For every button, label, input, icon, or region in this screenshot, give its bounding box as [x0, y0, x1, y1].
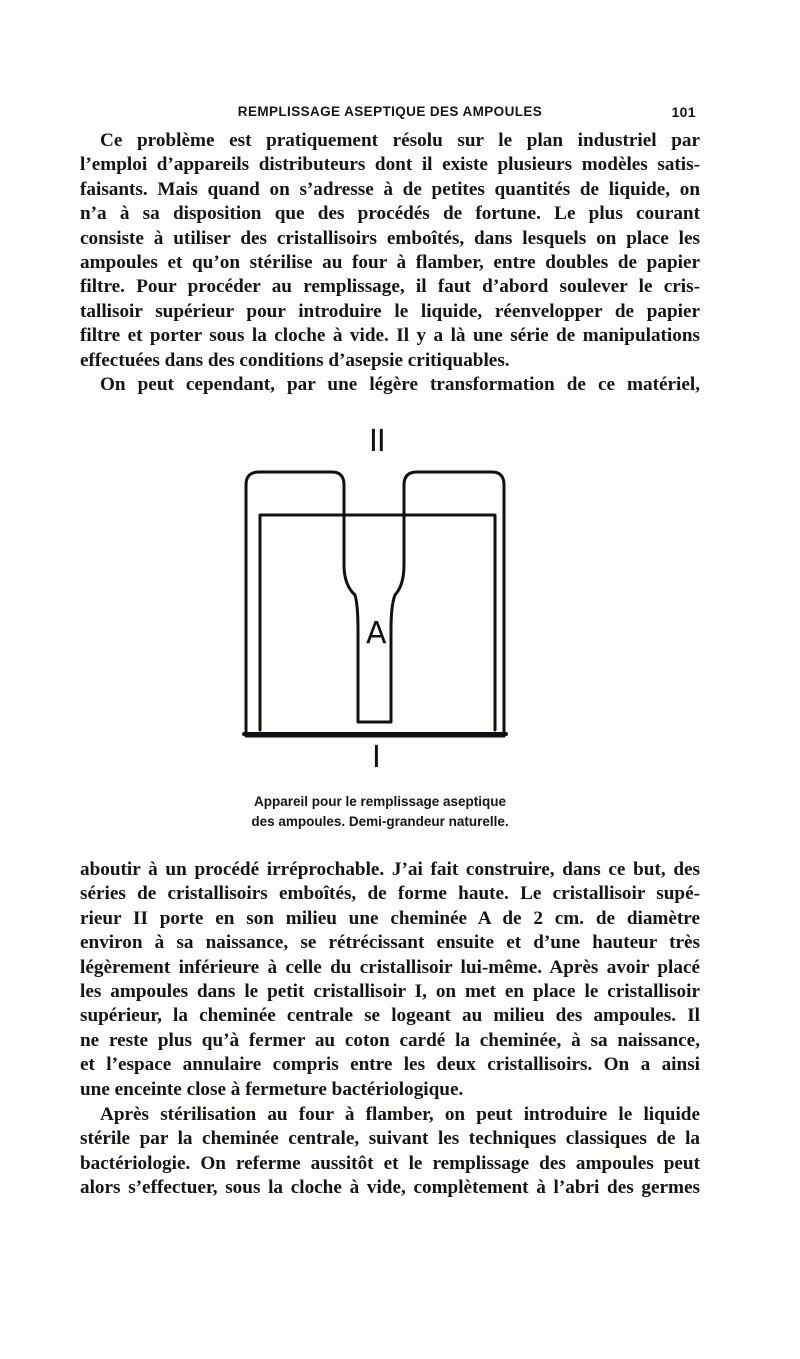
page-number: 101	[671, 104, 696, 120]
text-line: rieur II porte en son milieu une cheminée A de 2 cm. de diamètre	[80, 907, 700, 929]
text-line: On peut cependant, par une légère transformation de ce matériel,	[100, 374, 700, 396]
text-line: effectuées dans des conditions d’asepsie critiquables.	[80, 349, 510, 371]
text-line: et l’espace annulaire compris entre les deux cristallisoirs. On a ainsi	[80, 1054, 700, 1076]
apparatus-figure	[240, 425, 520, 780]
text-line: filtre et porter sous la cloche à vide. Il y a là une série de manipulations	[80, 325, 700, 347]
text-line: une enceinte close à fermeture bactériologique.	[80, 1078, 464, 1100]
text-line: l’emploi d’appareils distributeurs dont il existe plusieurs modèles satis-	[80, 154, 700, 176]
paragraph-procedure	[80, 858, 700, 1102]
text-line: environ à sa naissance, se rétrécissant ensuite et d’une hauteur très	[80, 932, 700, 954]
text-line: Après stérilisation au four à flamber, on peut introduire le liquide	[100, 1104, 700, 1125]
text-line: aboutir à un procédé irréprochable. J’ai fait construire, dans ce but, des	[80, 859, 700, 880]
caption-line: des ampoules. Demi-grandeur naturelle.	[251, 814, 509, 829]
text-line: faisants. Mais quand on s’adresse à de petites quantités de liquide, on	[80, 178, 700, 200]
figure-caption	[200, 792, 560, 832]
text-line: stérile par la cheminée centrale, suivant les techniques classiques de la	[80, 1128, 700, 1150]
label-lower-cristallisoir: I	[372, 740, 381, 775]
text-line: n’a à sa disposition que des procédés de fortune. Le plus courant	[80, 203, 700, 225]
text-line: supérieur, la cheminée centrale se logeant au milieu des ampoules. Il	[80, 1005, 700, 1027]
text-line: Ce problème est pratiquement résolu sur le plan industriel par	[100, 130, 700, 151]
upper-cristallisoir-outline	[246, 472, 504, 736]
text-line: tallisoir supérieur pour introduire le liquide, réenvelopper de papier	[80, 300, 700, 322]
apparatus-drawing	[240, 425, 520, 780]
caption-line: Appareil pour le remplissage aseptique	[253, 794, 507, 809]
text-line: alors s’effectuer, sous la cloche à vide, complètement à l’abri des germes	[80, 1177, 700, 1199]
text-line: séries de cristallisoirs emboîtés, de forme haute. Le cristallisoir supé-	[80, 883, 700, 905]
label-upper-cristallisoir: II	[369, 424, 385, 459]
running-head-title: REMPLISSAGE ASEPTIQUE DES AMPOULES	[237, 104, 543, 119]
running-head	[80, 100, 700, 124]
paragraph-sterilisation	[80, 1103, 700, 1201]
text-line: consiste à utiliser des cristallisoirs emboîtés, dans lesquels on place les	[80, 227, 700, 249]
text-line: ne reste plus qu’à fermer au coton cardé la cheminée, à sa naissance,	[80, 1029, 700, 1051]
paragraph-problem	[80, 129, 700, 397]
text-line: bactériologie. On referme aussitôt et le remplissage des ampoules peut	[80, 1152, 700, 1174]
text-line: filtre. Pour procéder au remplissage, il faut d’abord soulever le cris-	[80, 276, 700, 298]
text-line: légèrement inférieure à celle du cristallisoir lui-même. Après avoir placé	[80, 956, 700, 978]
text-line: les ampoules dans le petit cristallisoir I, on met en place le cristallisoir	[80, 981, 700, 1003]
label-chimney: A	[366, 616, 387, 651]
text-line: ampoules et qu’on stérilise au four à flamber, entre doubles de papier	[80, 252, 700, 274]
